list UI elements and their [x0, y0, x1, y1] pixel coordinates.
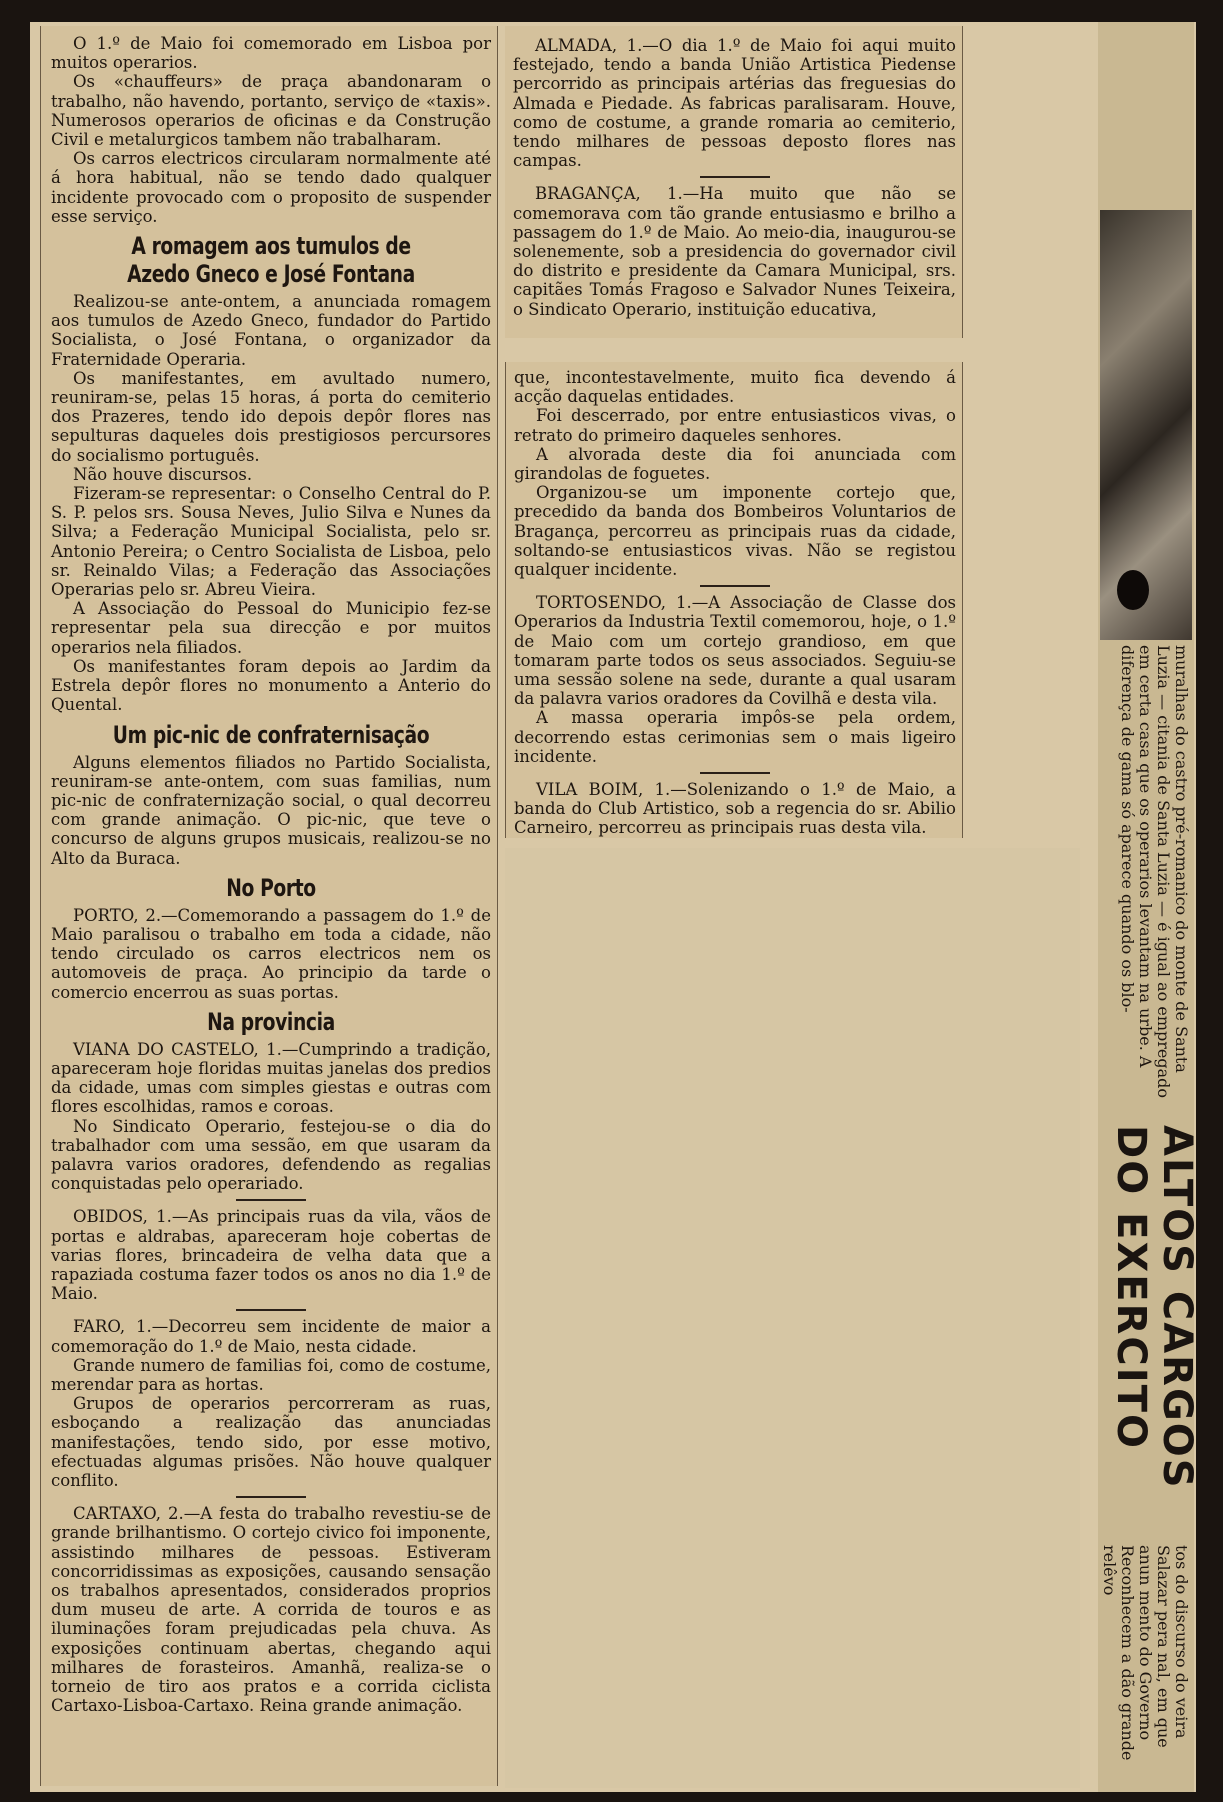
- rotated-text-lower: tos do discurso do veira Salazar pera nal, em que anun mento do Governo Reconhecem a dão grande relêvo: [1100, 1545, 1191, 1761]
- blank-paper-area: [505, 848, 1080, 1788]
- divider: [700, 176, 770, 178]
- headline-porto: No Porto: [226, 873, 316, 902]
- paragraph: CARTAXO, 2.—A festa do trabalho revestiu-se de grande brilhantismo. O cortejo civico foi imponente, assistindo milhares de pessoas. Estiveram concorridissimas as exposições, causando sensação os trabalhos apresentados, considerados proprios dum museu de arte. A corrida de touros e as iluminações foram prejudicadas pela chuva. As exposições continuam abertas, chegando aqui milhares de forasteiros. Amanhã, realiza-se o torneio de tiro aos pratos e a corrida ciclista Cartaxo-Lisboa-Cartaxo. Reina grande animação.: [51, 1504, 491, 1716]
- headline-romagem: A romagem aos tumulos de Azedo Gneco e José Fontana: [127, 232, 415, 289]
- paragraph: Os «chauffeurs» de praça abandonaram o trabalho, não havendo, portanto, serviço de «taxis». Numerosos operarios de oficinas e da Construção Civil e metalurgicos tambem não trabalharam.: [51, 72, 491, 150]
- paragraph: ALMADA, 1.—O dia 1.º de Maio foi aqui muito festejado, tendo a banda União Artistica Piedense percorrido as principais artérias das freguesias do Almada e Piedade. As fabricas paralisaram. Houve, como de costume, a grande romaria ao cemiterio, tendo milhares de pessoas deposto flores nas campas.: [513, 36, 956, 171]
- divider: [700, 772, 770, 774]
- paragraph: A massa operaria impôs-se pela ordem, decorrendo estas cerimonias sem o mais ligeiro incidente.: [514, 708, 956, 766]
- paragraph: TORTOSENDO, 1.—A Associação de Classe dos Operarios da Industria Textil comemorou, hoje, o 1.º de Maio com um cortejo grandioso, em que tomaram parte todos os seus associados. Seguiu-se uma sessão solene na sede, durante a qual usaram da palavra varios oradores da Covilhã e desta vila.: [514, 593, 956, 709]
- paragraph: Não houve discursos.: [73, 464, 253, 484]
- divider: [700, 585, 770, 587]
- divider: [236, 1309, 306, 1311]
- article-column-right-bottom: [505, 362, 963, 838]
- paragraph: que, incontestavelmente, muito fica devendo á acção daquelas entidades.: [514, 368, 956, 407]
- paragraph: Fizeram-se representar: o Conselho Central do P. S. P. pelos srs. Sousa Neves, Julio Silva e Nunes da Silva; a Federação Municipal Socialista, pelo sr. Antonio Pereira; o Centro Socialista de Lisboa, pelo sr. Reinaldo Vilas; a Federação das Associações Operarias pelo sr. Abreu Vieira.: [51, 484, 491, 600]
- paragraph: BRAGANÇA, 1.—Ha muito que não se comemorava com tão grande entusiasmo e brilho a passagem do 1.º de Maio. Ao meio-dia, inaugurou-se solenemente, sob a presidencia do governador civil do distrito e presidente da Camara Municipal, srs. capitães Tomás Fragoso e Salvador Nunes Teixeira, o Sindicato Operario, instituição educativa,: [513, 184, 956, 319]
- paragraph: A Associação do Pessoal do Municipio fez-se representar pela sua direcção e por muitos operarios nela filiados.: [51, 599, 491, 657]
- paragraph: A alvorada deste dia foi anunciada com girandolas de foguetes.: [514, 444, 956, 484]
- rotated-text-upper: muralhas do castro pré-romanico do monte de Santa Luzia — citania de Santa Luzia — é igual ao empregado em certa casa que os operarios levantam na urbe. A diferença de gama só aparece quando os blo-: [1118, 645, 1191, 1098]
- paragraph: VIANA DO CASTELO, 1.—Cumprindo a tradição, apareceram hoje floridas muitas janelas dos predios da cidade, umas com simples giestas e outras com flores escolhidas, ramos e coroas.: [51, 1039, 491, 1117]
- paragraph: Os manifestantes, em avultado numero, reuniram-se, pelas 15 horas, á porta do cemiterio dos Prazeres, tendo ido depois depôr flores nas sepulturas daqueles dois prestigiosos percursores do socialismo português.: [51, 368, 491, 465]
- paragraph: Foi descerrado, por entre entusiasticos vivas, o retrato do primeiro daqueles senhores.: [514, 406, 956, 445]
- paragraph: Os carros electricos circularam normalmente até á hora habitual, não se tendo dado qualquer incidente provocado com o proposito de suspender esse serviço.: [51, 149, 491, 226]
- rotated-headline: ALTOS CARGOS DO EXERCITO: [1108, 1125, 1200, 1490]
- divider: [236, 1199, 306, 1201]
- headline-provincia: Na provincia: [207, 1007, 335, 1036]
- article-column-right-top: [505, 26, 963, 338]
- paragraph: No Sindicato Operario, festejou-se o dia do trabalhador com uma sessão, em que usaram da palavra varios oradores, defendendo as regalias conquistadas pelo operariado.: [51, 1116, 491, 1194]
- paragraph: Realizou-se ante-ontem, a anunciada romagem aos tumulos de Azedo Gneco, fundador do Partido Socialista, o José Fontana, o organizador da Fraternidade Operaria.: [51, 292, 491, 369]
- headline-pic-nic: Um pic-nic de confraternisação: [112, 720, 430, 749]
- paragraph: FARO, 1.—Decorreu sem incidente de maior a comemoração do 1.º de Maio, nesta cidade.: [51, 1317, 491, 1356]
- paragraph: Alguns elementos filiados no Partido Socialista, reuniram-se ante-ontem, com suas familias, num pic-nic de confraternização social, o qual decorreu com grande animação. O pic-nic, que teve o concurso de alguns grupos musicais, realizou-se no Alto da Buraca.: [51, 752, 491, 868]
- paragraph: OBIDOS, 1.—As principais ruas da vila, vãos de portas e aldrabas, apareceram hoje cobertas de varias flores, brincadeira de velha data que a rapaziada costuma fazer todos os anos no dia 1.º de Maio.: [51, 1207, 491, 1304]
- article-column-left: [40, 26, 498, 1786]
- paper-hole: [1117, 570, 1149, 610]
- paragraph: Grande numero de familias foi, como de costume, merendar para as hortas.: [51, 1355, 491, 1394]
- divider: [236, 1496, 306, 1498]
- paragraph: Grupos de operarios percorreram as ruas, esboçando a realização das anunciadas manifestações, tendo sido, por esse motivo, efectuadas algumas prisões. Não houve qualquer conflito.: [51, 1394, 491, 1490]
- paragraph: PORTO, 2.—Comemorando a passagem do 1.º de Maio paralisou o trabalho em toda a cidade, não tendo circulado os carros electricos nem os automoveis de praça. Ao principio da tarde o comercio encerrou as suas portas.: [51, 905, 491, 1002]
- paragraph: O 1.º de Maio foi comemorado em Lisboa por muitos operarios.: [51, 34, 491, 73]
- paragraph: Organizou-se um imponente cortejo que, precedido da banda dos Bombeiros Voluntarios de Bragança, percorreu as principais ruas da cidade, soltando-se entusiasticos vivas. Não se registou qualquer incidente.: [514, 483, 956, 580]
- paragraph: VILA BOIM, 1.—Solenizando o 1.º de Maio, a banda do Club Artistico, sob a regencia do sr. Abilio Carneiro, percorreu as principais ruas desta vila.: [514, 780, 956, 838]
- photo-fragment: [1100, 210, 1192, 640]
- paragraph: Os manifestantes foram depois ao Jardim da Estrela depôr flores no monumento a Anterio do Quental.: [51, 656, 491, 715]
